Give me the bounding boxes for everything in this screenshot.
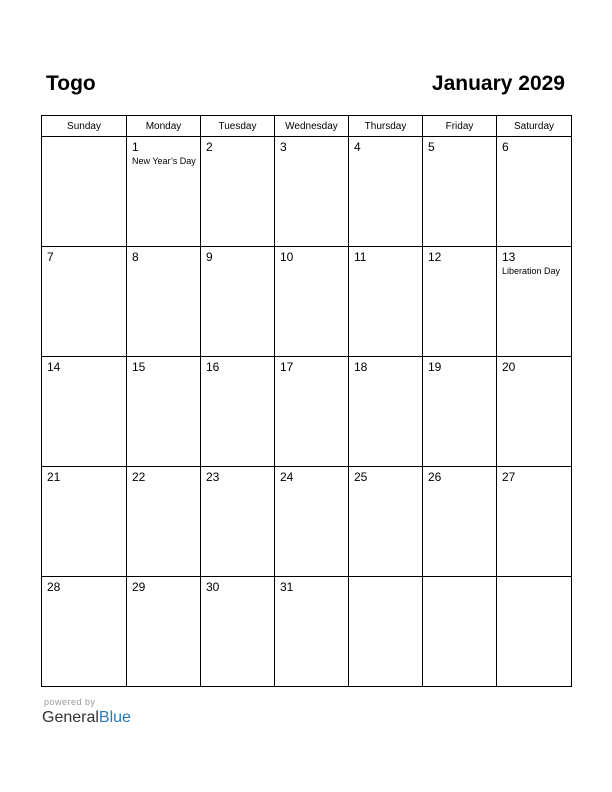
day-cell	[42, 467, 127, 577]
week-row	[42, 137, 572, 247]
day-cell	[127, 357, 201, 467]
day-cell	[201, 357, 275, 467]
day-cell	[423, 357, 497, 467]
day-cell	[127, 467, 201, 577]
brand-name-blue: Blue	[98, 709, 131, 726]
day-number: 23	[206, 470, 220, 484]
day-cell	[497, 357, 572, 467]
day-cell	[275, 577, 349, 687]
day-number: 27	[502, 470, 516, 484]
day-cell	[127, 247, 201, 357]
day-number: 25	[354, 470, 368, 484]
weekday-header-row	[42, 116, 572, 137]
day-number: 21	[47, 470, 61, 484]
day-cell	[349, 467, 423, 577]
day-cell	[497, 137, 572, 247]
week-row	[42, 357, 572, 467]
day-cell	[201, 247, 275, 357]
day-number: 8	[132, 250, 139, 264]
brand-logo	[42, 708, 131, 728]
week-row	[42, 247, 572, 357]
day-number: 18	[354, 360, 368, 374]
day-number: 1	[132, 140, 139, 154]
day-number: 22	[132, 470, 146, 484]
day-cell	[201, 137, 275, 247]
day-cell	[349, 137, 423, 247]
day-number: 10	[280, 250, 294, 264]
day-number: 19	[428, 360, 442, 374]
day-number: 2	[206, 140, 213, 154]
weekday-monday: Monday	[127, 116, 201, 137]
day-cell	[42, 247, 127, 357]
day-cell	[423, 137, 497, 247]
weekday-saturday: Saturday	[497, 116, 572, 137]
day-number: 14	[47, 360, 61, 374]
day-number: 12	[428, 250, 442, 264]
holiday-label: Liberation Day	[502, 266, 561, 276]
day-cell	[42, 357, 127, 467]
day-cell	[275, 247, 349, 357]
day-cell	[42, 137, 127, 247]
day-number: 9	[206, 250, 213, 264]
day-cell	[497, 247, 572, 357]
day-cell	[201, 577, 275, 687]
day-number: 11	[354, 250, 367, 264]
day-cell	[42, 577, 127, 687]
day-cell	[275, 137, 349, 247]
day-cell	[127, 137, 201, 247]
week-row	[42, 467, 572, 577]
country-title: Togo	[46, 72, 96, 95]
day-cell	[127, 577, 201, 687]
day-number: 31	[280, 580, 294, 594]
powered-by-text: powered by	[44, 697, 96, 707]
day-number: 26	[428, 470, 442, 484]
day-number: 20	[502, 360, 516, 374]
weekday-thursday: Thursday	[349, 116, 423, 137]
day-number: 17	[280, 360, 294, 374]
day-cell	[349, 247, 423, 357]
day-number: 28	[47, 580, 61, 594]
day-cell	[275, 467, 349, 577]
brand-footer	[42, 696, 131, 728]
day-number: 5	[428, 140, 435, 154]
day-number: 24	[280, 470, 294, 484]
weekday-wednesday: Wednesday	[275, 116, 349, 137]
day-number: 13	[502, 250, 516, 264]
day-number: 29	[132, 580, 146, 594]
day-cell	[497, 577, 572, 687]
day-cell	[497, 467, 572, 577]
day-number: 16	[206, 360, 220, 374]
day-number: 7	[47, 250, 54, 264]
day-cell	[423, 577, 497, 687]
month-year-title: January 2029	[431, 72, 565, 95]
day-cell	[349, 577, 423, 687]
week-row	[42, 577, 572, 687]
day-cell	[275, 357, 349, 467]
day-cell	[423, 467, 497, 577]
weekday-tuesday: Tuesday	[201, 116, 275, 137]
weekday-sunday: Sunday	[42, 116, 127, 137]
day-number: 4	[354, 140, 361, 154]
day-number: 6	[502, 140, 509, 154]
day-cell	[349, 357, 423, 467]
day-cell	[201, 467, 275, 577]
day-cell	[423, 247, 497, 357]
brand-name-general: General	[42, 709, 99, 726]
calendar-grid	[41, 115, 572, 687]
day-number: 30	[206, 580, 220, 594]
day-number: 3	[280, 140, 287, 154]
holiday-label: New Year’s Day	[132, 156, 196, 166]
weekday-friday: Friday	[423, 116, 497, 137]
day-number: 15	[132, 360, 146, 374]
